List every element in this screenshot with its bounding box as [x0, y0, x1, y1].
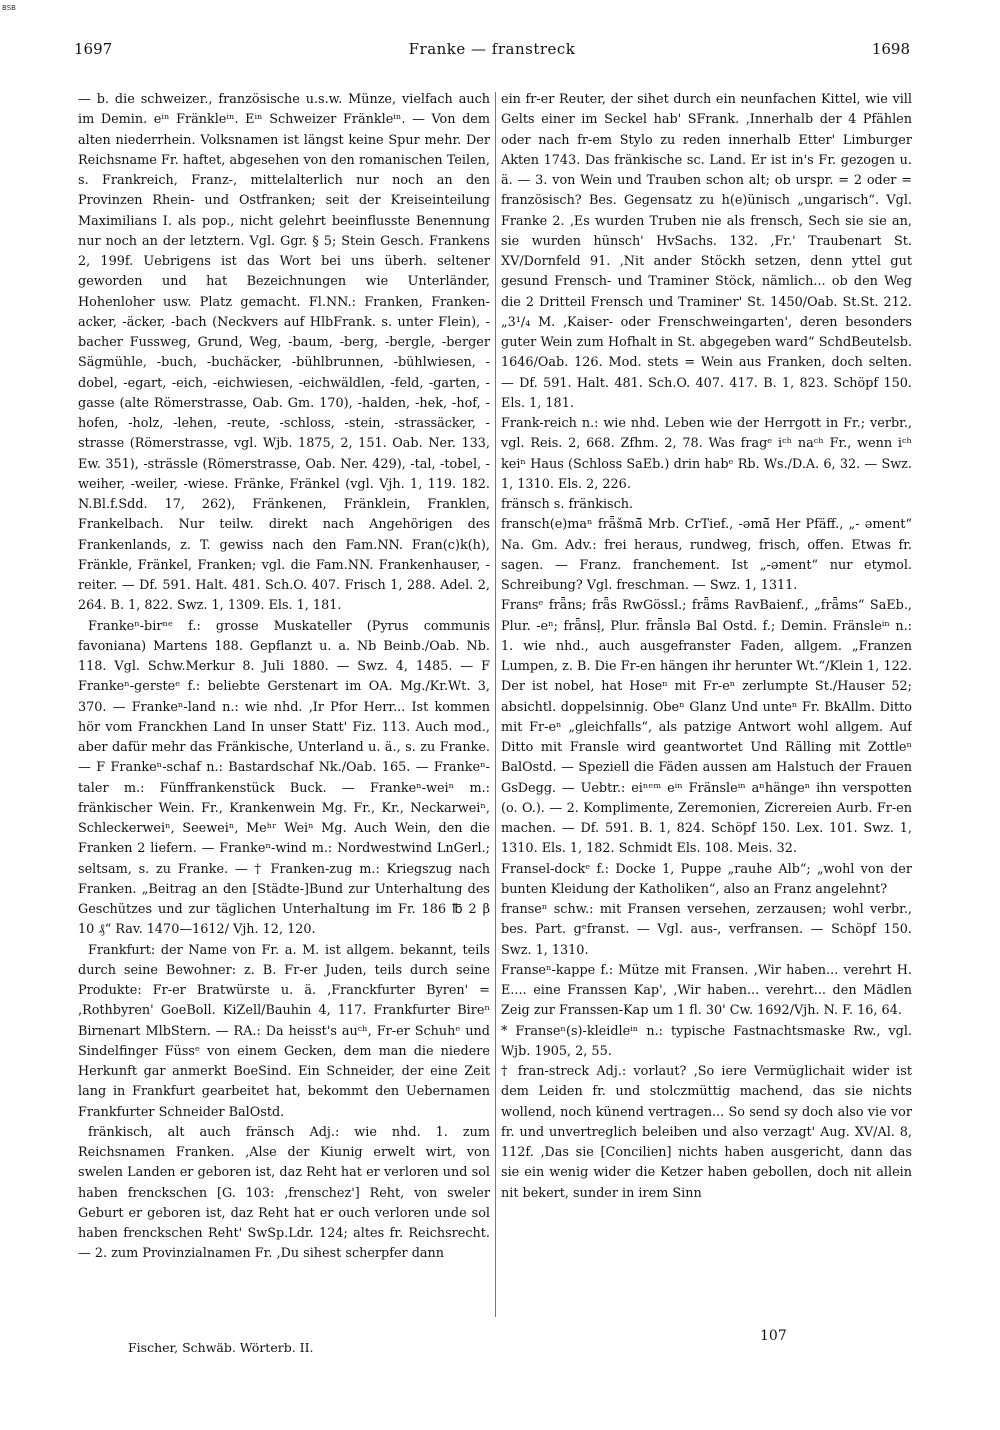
- entry-franke-continued: — b. die schweizer., französische u.s.w. Münze, vielfach auch im Demin. eⁱⁿ Fränkleⁱⁿ. Eⁱⁿ Schweizer Fränkleⁱⁿ. — Von dem alten niederrhein. Volksnamen ist längst keine Spur mehr. Der Reichsname Fr. haftet, abgesehen von den romanischen Teilen, s. Frankreich, Franz-, mittelalterlich nur noch an den Provinzen Rhein- und Ostfranken; seit der Kreiseinteilung Maximilians I. als pop., nicht gelehrt beeinflusste Benennung nur noch an der letztern. Vgl. Ggr. § 5; Stein Gesch. Frankens 2, 199f. Uebrigens ist das Wort bei uns überh. seltener geworden und hat Bezeichnungen wie Unterländer, Hohenloher usw. Platz gemacht. Fl.NN.: Franken, Franken-acker, -äcker, -bach (Neckvers auf HlbFrank. s. unter Flein), -bacher Fussweg, Grund, Weg, -baum, -berg, -bergle, -berger Sägmühle, -buch, -buchäcker, -bühlbrunnen, -bühlwiesen, -dobel, -egart, -eich, -eichwiesen, -eichwäldlen, -feld, -garten, -gasse (alte Römerstrasse, Oab. Gm. 170), -halden, -hek, -hof, -hofen, -holz, -lehen, -reute, -schloss, -stein, -strassäcker, -strasse (Römerstrasse, vgl. Wjb. 1875, 2, 151. Oab. Ner. 133, Ew. 351), -strässle (Römerstrasse, Oab. Ner. 429), -tal, -tobel, -weiher, -weiler, -wiese. Fränke, Fränkel (vgl. Vjh. 1, 119. 182. N.Bl.f.Sdd. 17, 262), Fränkenen, Fränklein, Franklen, Frankelbach. Nur teilw. direkt nach Angehörigen des Frankenlands, z. T. gewiss nach den Fam.NN. Fran(c)k(h), Fränkle, Fränkel, Franken; vgl. die Fam.NN. Frankenhauser, -reiter. — Df. 591. Halt. 481. Sch.O. 407. Frisch 1, 288. Adel. 2, 264. B. 1, 822. Swz. 1, 1309. Els. 1, 181.: [78, 92, 490, 614]
- left-column: [78, 90, 490, 1340]
- entry-fraensch: fränsch s. fränkisch.: [501, 497, 634, 512]
- entry-frankfurt: Frankfurt: der Name von Fr. a. M. ist allgem. bekannt, teils durch seine Bewohner: z. B. Fr-er Juden, teils durch seine Produkte: Fr-er Bratwürste u. ä. ‚Franckfurter Byren' = ‚Rothbyren' GoeBoll. KiZell/Bauhin 4, 117. Frankfurter Bireⁿ Birnenart MlbStern. — RA.: Da heisst's auᶜʰ, Fr-er Schuhᵉ und Sindelfinger Füssᵉ von einem Gecken, dem man die niedere Herkunft gar anmerkt BoeSind. Ein Schneider, der eine Zeit lang in Frankfurt gearbeitet hat, bekommt den Uebernamen Frankfurter Schneider BalOstd.: [78, 942, 490, 1120]
- page-header: [74, 40, 910, 64]
- entry-fran-streck: † fran-streck Adj.: vorlaut? ‚So iere Vermüglichait wider ist dem Leiden fr. und stolczmüttig machend, das sie nichts wollend, noch künend vertragen... So send sy doch also vie vor fr. und unvertreglich beleiben und also verzagt' Aug. XV/Al. 8, 112f. ‚Das sie [Concilien] nichts haben ausgericht, dann das sie ein wenig wider die Ketzer haben gebollen, doch nit allein nit bekert, sunder in irem Sinn: [501, 1064, 912, 1201]
- page-number-right: 1698: [871, 40, 910, 58]
- entry-franken-birne: Frankeⁿ-birⁿᵉ f.: grosse Muskateller (Pyrus communis favoniana) Martens 188. Gepflanzt u. a. Nb Beinb./Oab. Nb. 118. Vgl. Schw.Merkur 8. Juli 1880. — Swz. 4, 1485. — F Frankeⁿ-gersteᵉ f.: beliebte Gerstenart im OA. Mg./Kr.Wt. 3, 370. — Frankeⁿ-land n.: wie nhd. ‚Ir Pfor Herr... Ist kommen hör vom Franckhen Land In unser Statt' Fiz. 113. Auch mod., aber dafür mehr das Fränkische, Unterland u. ä., s. zu Franke. — F Frankeⁿ-schaf n.: Bastardschaf Nk./Oab. 165. — Frankeⁿ-taler m.: Fünffrankenstück Buck. — Frankeⁿ-weiⁿ m.: fränkischer Wein. Fr., Krankenwein Mg. Fr., Kr., Neckarweiⁿ, Schleckerweiⁿ, Seeweiⁿ, Meʰʳ Weiⁿ Mg. Auch Wein, den die Franken 2 liefern. — Frankeⁿ-wind m.: Nordwestwind LnGerl.; seltsam, s. zu Franke. — † Franken-zug m.: Kriegszug nach Franken. „Beitrag an den [Städte-]Bund zur Unterhaltung des Geschützes und zur täglichen Unterhaltung im Fr. 186 ℔ 2 β 10 ₰“ Rav. 1470—1612/ Vjh. 12, 120.: [78, 618, 490, 938]
- sheet-number: 107: [760, 1328, 787, 1344]
- entry-fransel-docke: Fransel-dockᵉ f.: Docke 1, Puppe „rauhe Alb“; „wohl von der bunten Kleidung der Katholiken“, also an Franz angelehnt?: [501, 861, 912, 897]
- entry-fraenkisch-continued: ein fr-er Reuter, der sihet durch ein neunfachen Kittel, wie vill Gelts einer im Seckel hab' SFrank. ‚Innerhalb der 4 Pfählen oder nach fr-em Stylo zu reden innerhalb Etter' Limburger Akten 1743. Das fränkische sc. Land. Er ist in's Fr. gezogen u. ä. — 3. von Wein und Trauben schon alt; ob urspr. = 2 oder = französisch? Bes. Gegensatz zu h(e)ünisch „ungarisch“. Vgl. Franke 2. ‚Es wurden Truben nie als frensch, Sech sie sie an, sie wurden hünsch' HvSachs. 132. ‚Fr.' Traubenart St. XV/Dornfeld 91. ‚Nit ander Stöckh setzen, denn yttel gut gesund Frensch- und Traminer Stöck, nämlich... ob den Weg die 2 Dritteil Frensch und Traminer' St. 1450/Oab. St.St. 212. „3¹/₄ M. ‚Kaiser- oder Frenschweingarten', deren besonders guter Wein zum Hofhalt in St. abgegeben ward“ SchdBeutelsb. 1646/Oab. 126. Mod. stets = Wein aus Franken, doch selten. — Df. 591. Halt. 481. Sch.O. 407. 417. B. 1, 823. Schöpf 150. Els. 1, 181.: [501, 92, 912, 411]
- entry-fransen-verb: franseⁿ schw.: mit Fransen versehen, zerzausen; wohl verbr., bes. Part. gᵉfranst. — Vgl. aus-, verfransen. — Schöpf 150. Swz. 1, 1310.: [501, 902, 912, 958]
- printer-signature: Fischer, Schwäb. Wörterb. II.: [128, 1340, 314, 1355]
- entry-fransen-kappe: Franseⁿ-kappe f.: Mütze mit Fransen. ‚Wir haben... verehrt H. E.... eine Franssen Kap', ‚Wir haben... verehrt... den Mädlen Zeig zur Franssen-Kap um 1 fl. 30' Cw. 1692/Vjh. N. F. 16, 64.: [501, 962, 912, 1019]
- entry-franse: Fransᵉ frǟns; frǟs RwGössl.; frǟms RavBaienf., „frǟms“ SaEb., Plur. -eⁿ; frǟnsḷ, Plur. frǟnslə Bal Ostd. f.; Demin. Fränsleⁱⁿ n.: 1. wie nhd., auch ausgefranster Faden, allgem. „Franzen Lumpen, z. B. Die Fr-en hängen ihr herunter Wt.“/Klein 1, 122. Der ist nobel, hat Hoseⁿ mit Fr-eⁿ zerlumpte St./Hauser 52; absichtl. doppelsinnig. Obeⁿ Glanz Und unteⁿ Fr. BkAllm. Ditto mit Fr-eⁿ „gleichfalls“, als patzige Antwort wohl allgem. Auf Ditto mit Fransle wird geantwortet Und Rälling mit Zottleⁿ BalOstd. — Speziell die Fäden aussen am Halstuch der Frauen GsDegg. — Uebtr.: eiⁿᵉᵐ eⁱⁿ Fränsleⁱⁿ aⁿhängeⁿ ihn verspotten (o. O.). — 2. Komplimente, Zeremonien, Zicrereien Aurb. Fr-en machen. — Df. 591. B. 1, 824. Schöpf 150. Lex. 101. Swz. 1, 1310. Els. 1, 182. Schmidt Els. 108. Meis. 32.: [501, 598, 912, 857]
- entry-frankreich: Frank-reich n.: wie nhd. Leben wie der Herrgott in Fr.; verbr., vgl. Reis. 2, 668. Zfhm. 2, 78. Was fragᵉ iᶜʰ naᶜʰ Fr., wenn iᶜʰ keiⁿ Haus (Schloss SaEb.) drin habᵉ Rb. Ws./D.A. 6, 32. — Swz. 1, 1310. Els. 2, 226.: [501, 416, 912, 492]
- library-stamp: BSB: [2, 4, 16, 12]
- column-divider: [495, 92, 496, 1317]
- page-number-left: 1697: [74, 40, 113, 58]
- running-title: Franke — franstreck: [408, 40, 576, 58]
- entry-fransen-kleidle: * Franseⁿ(s)-kleidleⁱⁿ n.: typische Fastnachtsmaske Rw., vgl. Wjb. 1905, 2, 55.: [501, 1023, 912, 1059]
- right-column: [501, 90, 912, 1340]
- entry-fraenkisch: fränkisch, alt auch fränsch Adj.: wie nhd. 1. zum Reichsnamen Franken. ‚Alse der Kiunig erwelt wirt, von swelen Landen er geboren ist, daz Reht hat er verloren und sol haben frenckschen [G. 103: ‚frenschez'] Reht, von sweler Geburt er geboren ist, daz Reht hat er ouch verloren unde sol haben frenckschen Reht' SwSp.Ldr. 124; altes fr. Reichsrecht. — 2. zum Provinzialnamen Fr. ‚Du sihest scherpfer dann: [78, 1124, 490, 1262]
- entry-franschemang: fransch(e)maⁿ frǟšmā̆ Mrb. CrTief., -əmā̆ Her Pfäff., „- əment“ Na. Gm. Adv.: frei heraus, rundweg, frisch, offen. Etwas fr. sagen. — Franz. franchement. Ist „-əment“ nur etymol. Schreibung? Vgl. freschman. — Swz. 1, 1311.: [501, 517, 912, 593]
